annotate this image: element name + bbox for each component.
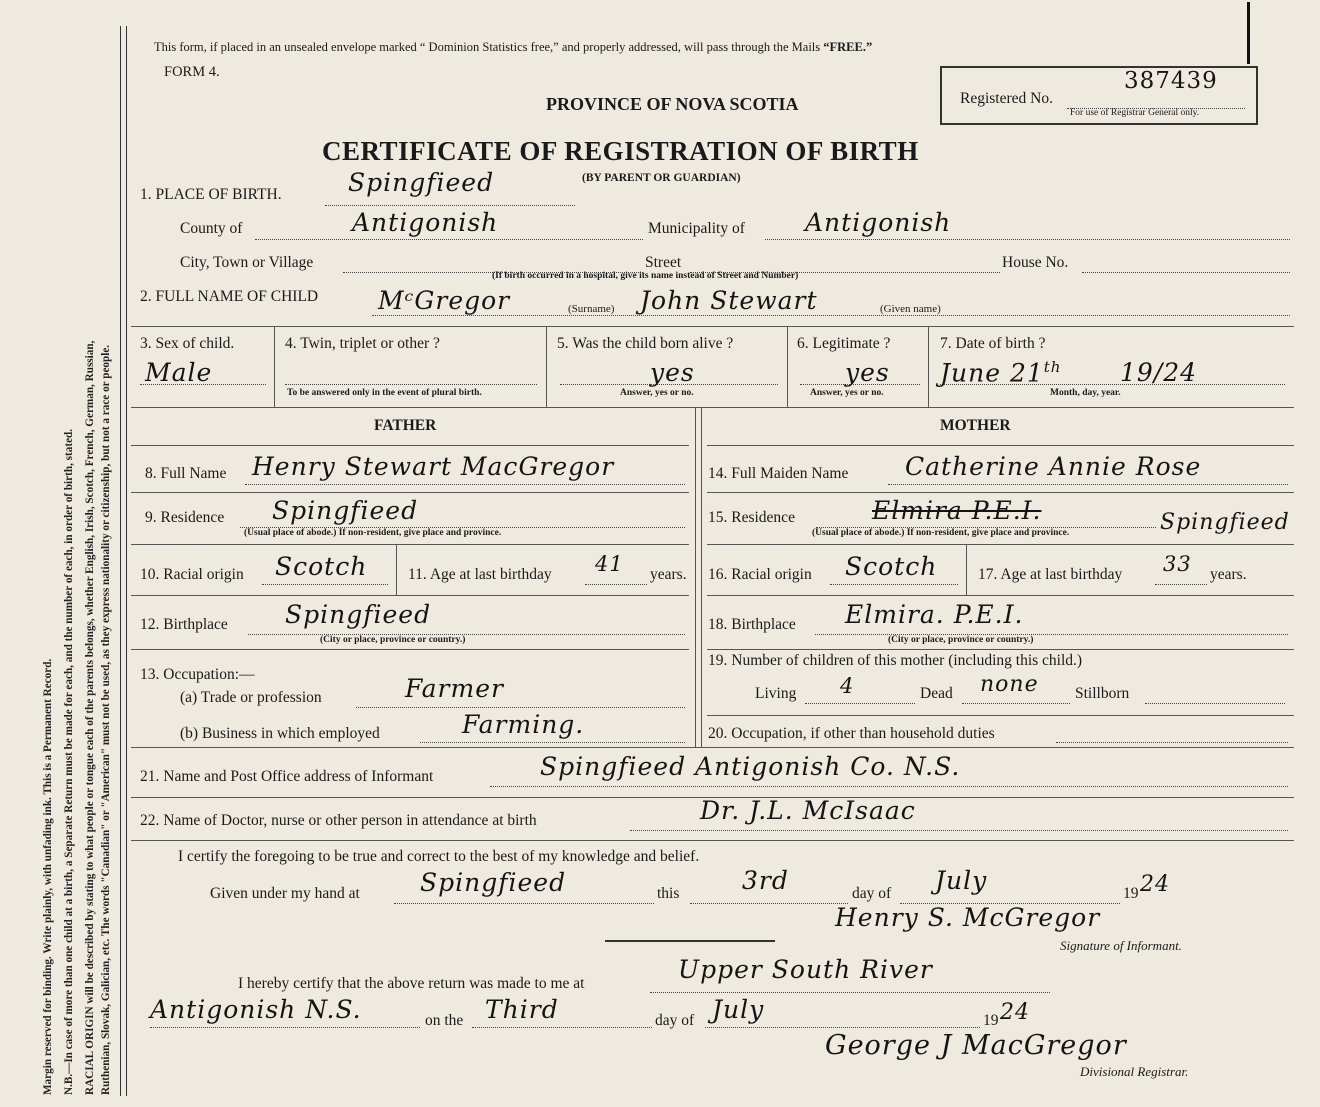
place-of-birth-value: Spingfieed [348, 168, 495, 197]
field-line [815, 634, 1288, 635]
field-line [356, 707, 685, 708]
day-of-label: day of [852, 885, 892, 902]
street-label: Street [645, 254, 682, 271]
mother-residence-label: 15. Residence [708, 509, 795, 526]
certificate-title: CERTIFICATE OF REGISTRATION OF BIRTH [322, 136, 919, 166]
margin-note-racial-origin: RACIAL ORIGIN will be described by stating to what people or tongue each of the parents belongs, whether English, Irish, Scotch, French, German, Russian, [84, 340, 96, 1095]
father-racial-origin-label: 10. Racial origin [140, 566, 244, 583]
date-of-birth-year: 19/24 [1120, 358, 1198, 387]
margin-note-binding: Margin reserved for binding. Write plainly, with unfading ink. This is a Permanent Record. [42, 658, 54, 1095]
field-line [630, 830, 1288, 831]
rule [131, 840, 1294, 841]
doctor-value: Dr. J.L. McIsaac [700, 796, 916, 825]
county-label: County of [180, 220, 243, 237]
hereby-certify-label: I hereby certify that the above return was made to me at [238, 975, 585, 992]
mother-age-value: 33 [1163, 552, 1192, 576]
father-age-label: 11. Age at last birthday [408, 566, 552, 583]
field-line [1145, 703, 1285, 704]
rule [131, 407, 1294, 408]
rule [131, 445, 689, 446]
born-alive-label: 5. Was the child born alive ? [557, 335, 734, 352]
rule [396, 544, 397, 595]
mother-racial-origin-value: Scotch [845, 552, 938, 581]
child-name-label: 2. FULL NAME OF CHILD [140, 288, 319, 305]
mother-birthplace-value: Elmira. P.E.I. [845, 600, 1024, 629]
given-at-label: Given under my hand at [210, 885, 360, 902]
field-line [255, 239, 643, 240]
occupation-label: 13. Occupation:— [140, 666, 255, 683]
dead-value: none [980, 672, 1039, 697]
field-line [262, 584, 388, 585]
ink-mark [1247, 2, 1250, 64]
mother-birthplace-label: 18. Birthplace [708, 616, 796, 633]
registered-number: 387439 [1124, 68, 1218, 94]
rule [966, 544, 967, 595]
this-label: this [657, 885, 680, 902]
mother-birthplace-note: (City or place, province or country.) [888, 635, 1034, 645]
county-value: Antigonish [352, 208, 499, 237]
given-day-value: 3rd [742, 866, 789, 895]
legitimate-note: Answer, yes or no. [810, 388, 884, 398]
margin-note-multiple-births: N.B.—In case of more than one child at a birth, a Separate Return must be made for each, and the number of each, in order of birth, stated. [63, 428, 75, 1095]
rule [695, 407, 696, 747]
legitimate-label: 6. Legitimate ? [797, 335, 891, 352]
field-line [690, 903, 848, 904]
rule [274, 326, 275, 407]
registrar-use-note: For use of Registrar General only. [1070, 108, 1200, 118]
living-value: 4 [840, 674, 855, 698]
rule [131, 492, 689, 493]
rule [707, 649, 1294, 650]
rule [787, 326, 788, 407]
sex-label: 3. Sex of child. [140, 335, 235, 352]
surname-caption: (Surname) [568, 303, 615, 315]
twin-note: To be answered only in the event of plural birth. [287, 388, 482, 398]
dead-label: Dead [920, 685, 953, 702]
margin-rule [120, 26, 121, 1096]
informant-signature-caption: Signature of Informant. [1060, 938, 1182, 953]
field-line [420, 742, 685, 743]
field-line [888, 484, 1288, 485]
city-label: City, Town or Village [180, 254, 314, 271]
field-line [150, 1027, 420, 1028]
field-line [805, 703, 915, 704]
children-count-label: 19. Number of children of this mother (including this child.) [708, 652, 1083, 669]
rule [707, 492, 1294, 493]
rule [131, 649, 689, 650]
mother-years-label: years. [1210, 566, 1247, 583]
mother-name-value: Catherine Annie Rose [905, 452, 1202, 481]
given-name-caption: (Given name) [880, 303, 941, 315]
registered-label: Registered No. [960, 90, 1053, 107]
trade-value: Farmer [405, 674, 504, 703]
mother-residence-value: Spingfieed [1160, 510, 1290, 535]
field-line [248, 634, 685, 635]
given-month-value: July [935, 866, 988, 895]
place-of-birth-label: 1. PLACE OF BIRTH. [140, 186, 282, 203]
province-title: PROVINCE OF NOVA SCOTIA [546, 94, 799, 114]
rule [546, 326, 547, 407]
field-line [1082, 272, 1290, 273]
mother-name-label: 14. Full Maiden Name [708, 465, 849, 482]
mother-occupation-label: 20. Occupation, if other than household duties [708, 725, 995, 742]
made-year-value: 24 [1000, 1000, 1030, 1025]
father-name-label: 8. Full Name [145, 465, 227, 482]
field-line [394, 903, 654, 904]
hospital-note: (If birth occurred in a hospital, give its name instead of Street and Number) [492, 271, 799, 281]
field-line [325, 205, 575, 206]
made-day-value: Third [485, 995, 559, 1024]
mother-racial-origin-label: 16. Racial origin [708, 566, 812, 583]
father-name-value: Henry Stewart MacGregor [252, 452, 615, 481]
born-alive-note: Answer, yes or no. [620, 388, 694, 398]
rule [131, 326, 1294, 327]
year-prefix: 19 [1123, 885, 1139, 902]
doctor-label: 22. Name of Doctor, nurse or other person in attendance at birth [140, 812, 537, 829]
registrar-signature: George J MacGregor [825, 1030, 1127, 1061]
mother-residence-note: (Usual place of abode.) If non-resident, give place and province. [812, 528, 1070, 538]
rule [131, 595, 689, 596]
child-surname-value: MᶜGregor [378, 286, 511, 315]
field-line [765, 239, 1290, 240]
given-year-value: 24 [1140, 872, 1170, 897]
date-of-birth-label: 7. Date of birth ? [940, 335, 1046, 352]
field-line [245, 484, 685, 485]
rule [701, 407, 702, 747]
rule [131, 544, 689, 545]
informant-value: Spingfieed Antigonish Co. N.S. [540, 752, 961, 781]
rule [131, 747, 1294, 748]
field-line [830, 584, 958, 585]
field-line [705, 1027, 980, 1028]
made-day-of-label: day of [655, 1012, 695, 1029]
given-at-value: Spingfieed [420, 868, 567, 897]
municipality-value: Antigonish [805, 208, 952, 237]
registration-box [940, 66, 1258, 125]
registrar-caption: Divisional Registrar. [1080, 1064, 1189, 1079]
father-age-value: 41 [595, 552, 624, 576]
made-place-value: Antigonish N.S. [150, 995, 362, 1024]
father-residence-value: Spingfieed [272, 496, 419, 525]
rule [605, 940, 775, 942]
field-line [285, 384, 537, 385]
father-birthplace-note: (City or place, province or country.) [320, 635, 466, 645]
field-line [472, 1027, 652, 1028]
rule [707, 544, 1294, 545]
informant-label: 21. Name and Post Office address of Informant [140, 768, 434, 785]
father-birthplace-value: Spingfieed [285, 600, 432, 629]
field-line [1155, 584, 1207, 585]
certify-statement: I certify the foregoing to be true and correct to the best of my knowledge and belief. [178, 848, 700, 865]
father-racial-origin-value: Scotch [275, 552, 368, 581]
rule [707, 715, 1294, 716]
living-label: Living [755, 685, 797, 702]
rule [928, 326, 929, 407]
business-value: Farming. [462, 710, 585, 739]
field-line [372, 315, 1290, 316]
father-heading: FATHER [374, 417, 437, 434]
made-at-value: Upper South River [678, 955, 933, 984]
certificate-subtitle: (BY PARENT OR GUARDIAN) [582, 172, 741, 184]
stillborn-label: Stillborn [1075, 685, 1130, 702]
date-of-birth-value: June 21th [940, 358, 1062, 388]
business-label: (b) Business in which employed [180, 725, 380, 742]
mother-heading: MOTHER [940, 417, 1011, 434]
rule [707, 595, 1294, 596]
field-line [585, 584, 647, 585]
mother-age-label: 17. Age at last birthday [978, 566, 1123, 583]
sex-value: Male [145, 358, 213, 387]
margin-note-racial-origin-cont: Ruthenian, Slovak, Galician, etc. The words "Canadian" or "American" must not be used, as they express nationality or citizenship, but not a race or people. [100, 344, 112, 1095]
field-line [1056, 742, 1288, 743]
field-line [490, 786, 1288, 787]
made-year-prefix: 19 [983, 1012, 999, 1029]
father-residence-label: 9. Residence [145, 509, 225, 526]
field-line [962, 703, 1070, 704]
margin-rule [126, 26, 127, 1096]
twin-label: 4. Twin, triplet or other ? [285, 335, 440, 352]
made-month-value: July [712, 995, 765, 1024]
rule [707, 445, 1294, 446]
municipality-label: Municipality of [648, 220, 745, 237]
born-alive-value: yes [650, 358, 695, 387]
field-line [650, 992, 1050, 993]
father-years-label: years. [650, 566, 687, 583]
legitimate-value: yes [845, 358, 890, 387]
father-birthplace-label: 12. Birthplace [140, 616, 228, 633]
father-residence-note: (Usual place of abode.) If non-resident, give place and province. [244, 528, 502, 538]
mail-notice: This form, if placed in an unsealed envelope marked “ Dominion Statistics free,” and properly addressed, will pass through the Mails “FREE.” [154, 40, 873, 54]
form-number: FORM 4. [164, 64, 220, 80]
house-label: House No. [1002, 254, 1069, 271]
mother-residence-struck: Elmira P.E.I. [872, 496, 1042, 525]
on-the-label: on the [425, 1012, 464, 1029]
informant-signature: Henry S. McGregor [835, 903, 1101, 932]
trade-label: (a) Trade or profession [180, 689, 322, 706]
date-of-birth-note: Month, day, year. [1050, 388, 1121, 398]
child-given-name-value: John Stewart [640, 286, 818, 315]
